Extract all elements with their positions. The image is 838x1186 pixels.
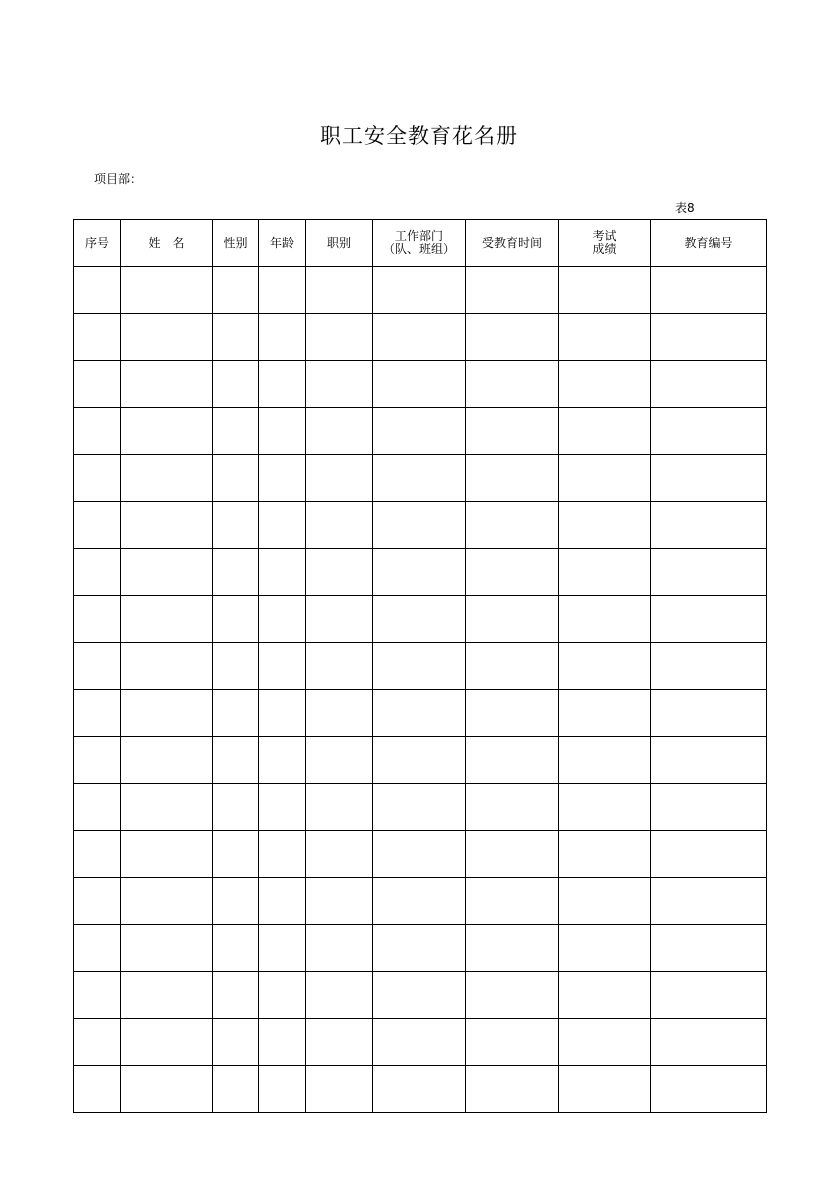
cell-education-number[interactable] [651,737,767,784]
cell-department[interactable] [373,972,466,1019]
cell-exam-score[interactable] [559,643,651,690]
header-exam-score-line2: 成绩 [592,242,617,256]
cell-education-time[interactable] [466,408,559,455]
cell-name[interactable] [121,690,213,737]
cell-gender[interactable] [213,737,259,784]
cell-seq[interactable] [74,737,121,784]
cell-gender[interactable] [213,925,259,972]
cell-education-time[interactable] [466,737,559,784]
cell-seq[interactable] [74,361,121,408]
cell-position[interactable] [306,1066,373,1113]
cell-gender[interactable] [213,878,259,925]
table-row [74,1066,767,1113]
header-department-line1: 工作部门 [394,229,443,243]
cell-education-time[interactable] [466,1019,559,1066]
cell-seq[interactable] [74,549,121,596]
cell-position[interactable] [306,455,373,502]
cell-name[interactable] [121,361,213,408]
cell-age[interactable] [259,737,306,784]
cell-gender[interactable] [213,549,259,596]
cell-position[interactable] [306,549,373,596]
cell-exam-score[interactable] [559,502,651,549]
cell-seq[interactable] [74,1019,121,1066]
cell-department[interactable] [373,455,466,502]
cell-department[interactable] [373,314,466,361]
cell-exam-score[interactable] [559,408,651,455]
cell-department[interactable] [373,549,466,596]
cell-seq[interactable] [74,972,121,1019]
cell-education-time[interactable] [466,643,559,690]
header-position: 职别 [306,220,373,267]
cell-age[interactable] [259,1019,306,1066]
cell-position[interactable] [306,784,373,831]
cell-position[interactable] [306,831,373,878]
cell-department[interactable] [373,831,466,878]
cell-department[interactable] [373,784,466,831]
cell-age[interactable] [259,1066,306,1113]
roster-table [73,219,767,1113]
cell-age[interactable] [259,831,306,878]
table-row [74,690,767,737]
cell-education-time[interactable] [466,831,559,878]
cell-education-number[interactable] [651,784,767,831]
cell-education-time[interactable] [466,1066,559,1113]
header-exam-score-line1: 考试 [592,229,617,243]
cell-name[interactable] [121,502,213,549]
cell-name[interactable] [121,408,213,455]
header-name: 姓 名 [121,220,213,267]
cell-position[interactable] [306,361,373,408]
cell-education-number[interactable] [651,878,767,925]
cell-department[interactable] [373,596,466,643]
header-exam-score [559,220,651,267]
table-row [74,643,767,690]
document-title: 职工安全教育花名册 [320,124,518,148]
cell-department[interactable] [373,408,466,455]
cell-seq[interactable] [74,267,121,314]
cell-exam-score[interactable] [559,737,651,784]
cell-education-number[interactable] [651,408,767,455]
cell-exam-score[interactable] [559,455,651,502]
cell-age[interactable] [259,408,306,455]
table-row [74,972,767,1019]
cell-exam-score[interactable] [559,690,651,737]
cell-gender[interactable] [213,408,259,455]
cell-education-number[interactable] [651,831,767,878]
header-gender: 性别 [213,220,259,267]
cell-department[interactable] [373,1066,466,1113]
header-age: 年龄 [259,220,306,267]
cell-name[interactable] [121,267,213,314]
cell-age[interactable] [259,267,306,314]
cell-gender[interactable] [213,267,259,314]
cell-age[interactable] [259,596,306,643]
cell-gender[interactable] [213,643,259,690]
cell-education-number[interactable] [651,643,767,690]
cell-seq[interactable] [74,502,121,549]
cell-name[interactable] [121,643,213,690]
table-row [74,925,767,972]
cell-name[interactable] [121,925,213,972]
cell-department[interactable] [373,502,466,549]
project-department-label: 项目部： [94,172,143,186]
cell-education-time[interactable] [466,549,559,596]
cell-position[interactable] [306,408,373,455]
cell-exam-score[interactable] [559,596,651,643]
cell-exam-score[interactable] [559,361,651,408]
cell-gender[interactable] [213,361,259,408]
cell-education-time[interactable] [466,878,559,925]
table-row [74,831,767,878]
cell-position[interactable] [306,643,373,690]
cell-exam-score[interactable] [559,972,651,1019]
table-row [74,549,767,596]
cell-name[interactable] [121,1066,213,1113]
cell-department[interactable] [373,1019,466,1066]
cell-position[interactable] [306,737,373,784]
cell-position[interactable] [306,267,373,314]
cell-gender[interactable] [213,831,259,878]
cell-position[interactable] [306,314,373,361]
cell-exam-score[interactable] [559,549,651,596]
cell-department[interactable] [373,737,466,784]
table-row [74,361,767,408]
cell-department[interactable] [373,267,466,314]
cell-exam-score[interactable] [559,878,651,925]
cell-position[interactable] [306,596,373,643]
cell-education-number[interactable] [651,972,767,1019]
cell-name[interactable] [121,972,213,1019]
table-row [74,267,767,314]
cell-education-number[interactable] [651,314,767,361]
cell-gender[interactable] [213,1019,259,1066]
cell-exam-score[interactable] [559,314,651,361]
cell-exam-score[interactable] [559,1019,651,1066]
cell-department[interactable] [373,690,466,737]
cell-exam-score[interactable] [559,784,651,831]
cell-education-number[interactable] [651,596,767,643]
cell-education-number[interactable] [651,549,767,596]
table-row [74,596,767,643]
cell-education-number[interactable] [651,361,767,408]
cell-age[interactable] [259,361,306,408]
table-row [74,502,767,549]
cell-position[interactable] [306,1019,373,1066]
roster-body [74,267,767,1113]
cell-department[interactable] [373,925,466,972]
cell-education-time[interactable] [466,361,559,408]
cell-age[interactable] [259,878,306,925]
cell-age[interactable] [259,643,306,690]
cell-age[interactable] [259,549,306,596]
cell-exam-score[interactable] [559,831,651,878]
cell-education-time[interactable] [466,972,559,1019]
table-row [74,737,767,784]
cell-seq[interactable] [74,878,121,925]
table-row [74,784,767,831]
cell-education-time[interactable] [466,596,559,643]
cell-position[interactable] [306,925,373,972]
cell-name[interactable] [121,831,213,878]
table-row [74,1019,767,1066]
cell-education-number[interactable] [651,690,767,737]
cell-department[interactable] [373,878,466,925]
cell-seq[interactable] [74,831,121,878]
cell-education-number[interactable] [651,502,767,549]
cell-gender[interactable] [213,784,259,831]
header-department-line2: （队、班组） [382,242,455,256]
cell-gender[interactable] [213,596,259,643]
header-education-time: 受教育时间 [466,220,559,267]
cell-name[interactable] [121,1019,213,1066]
cell-seq[interactable] [74,925,121,972]
cell-education-number[interactable] [651,925,767,972]
cell-seq[interactable] [74,455,121,502]
table-row [74,455,767,502]
cell-education-number[interactable] [651,267,767,314]
cell-age[interactable] [259,784,306,831]
cell-name[interactable] [121,878,213,925]
cell-seq[interactable] [74,690,121,737]
cell-education-time[interactable] [466,784,559,831]
cell-seq[interactable] [74,408,121,455]
cell-age[interactable] [259,502,306,549]
cell-department[interactable] [373,643,466,690]
cell-age[interactable] [259,690,306,737]
cell-seq[interactable] [74,784,121,831]
cell-gender[interactable] [213,972,259,1019]
cell-position[interactable] [306,878,373,925]
header-seq: 序号 [74,220,121,267]
cell-gender[interactable] [213,455,259,502]
cell-name[interactable] [121,737,213,784]
cell-education-time[interactable] [466,502,559,549]
cell-exam-score[interactable] [559,267,651,314]
cell-name[interactable] [121,549,213,596]
cell-seq[interactable] [74,596,121,643]
cell-department[interactable] [373,361,466,408]
cell-position[interactable] [306,690,373,737]
cell-position[interactable] [306,972,373,1019]
cell-education-number[interactable] [651,1019,767,1066]
cell-education-time[interactable] [466,314,559,361]
cell-seq[interactable] [74,1066,121,1113]
table-row [74,408,767,455]
cell-exam-score[interactable] [559,1066,651,1113]
cell-seq[interactable] [74,643,121,690]
cell-education-number[interactable] [651,1066,767,1113]
cell-education-time[interactable] [466,267,559,314]
header-department [373,220,466,267]
cell-age[interactable] [259,925,306,972]
cell-gender[interactable] [213,690,259,737]
cell-name[interactable] [121,596,213,643]
cell-position[interactable] [306,502,373,549]
cell-education-time[interactable] [466,455,559,502]
cell-age[interactable] [259,972,306,1019]
cell-gender[interactable] [213,502,259,549]
cell-name[interactable] [121,784,213,831]
cell-age[interactable] [259,314,306,361]
cell-gender[interactable] [213,1066,259,1113]
table-row [74,878,767,925]
cell-name[interactable] [121,455,213,502]
cell-education-time[interactable] [466,925,559,972]
header-row [74,220,767,267]
cell-seq[interactable] [74,314,121,361]
cell-gender[interactable] [213,314,259,361]
cell-exam-score[interactable] [559,925,651,972]
cell-education-number[interactable] [651,455,767,502]
table-number: 表8 [675,201,695,215]
cell-name[interactable] [121,314,213,361]
cell-education-time[interactable] [466,690,559,737]
header-education-number: 教育编号 [651,220,767,267]
table-row [74,314,767,361]
cell-age[interactable] [259,455,306,502]
